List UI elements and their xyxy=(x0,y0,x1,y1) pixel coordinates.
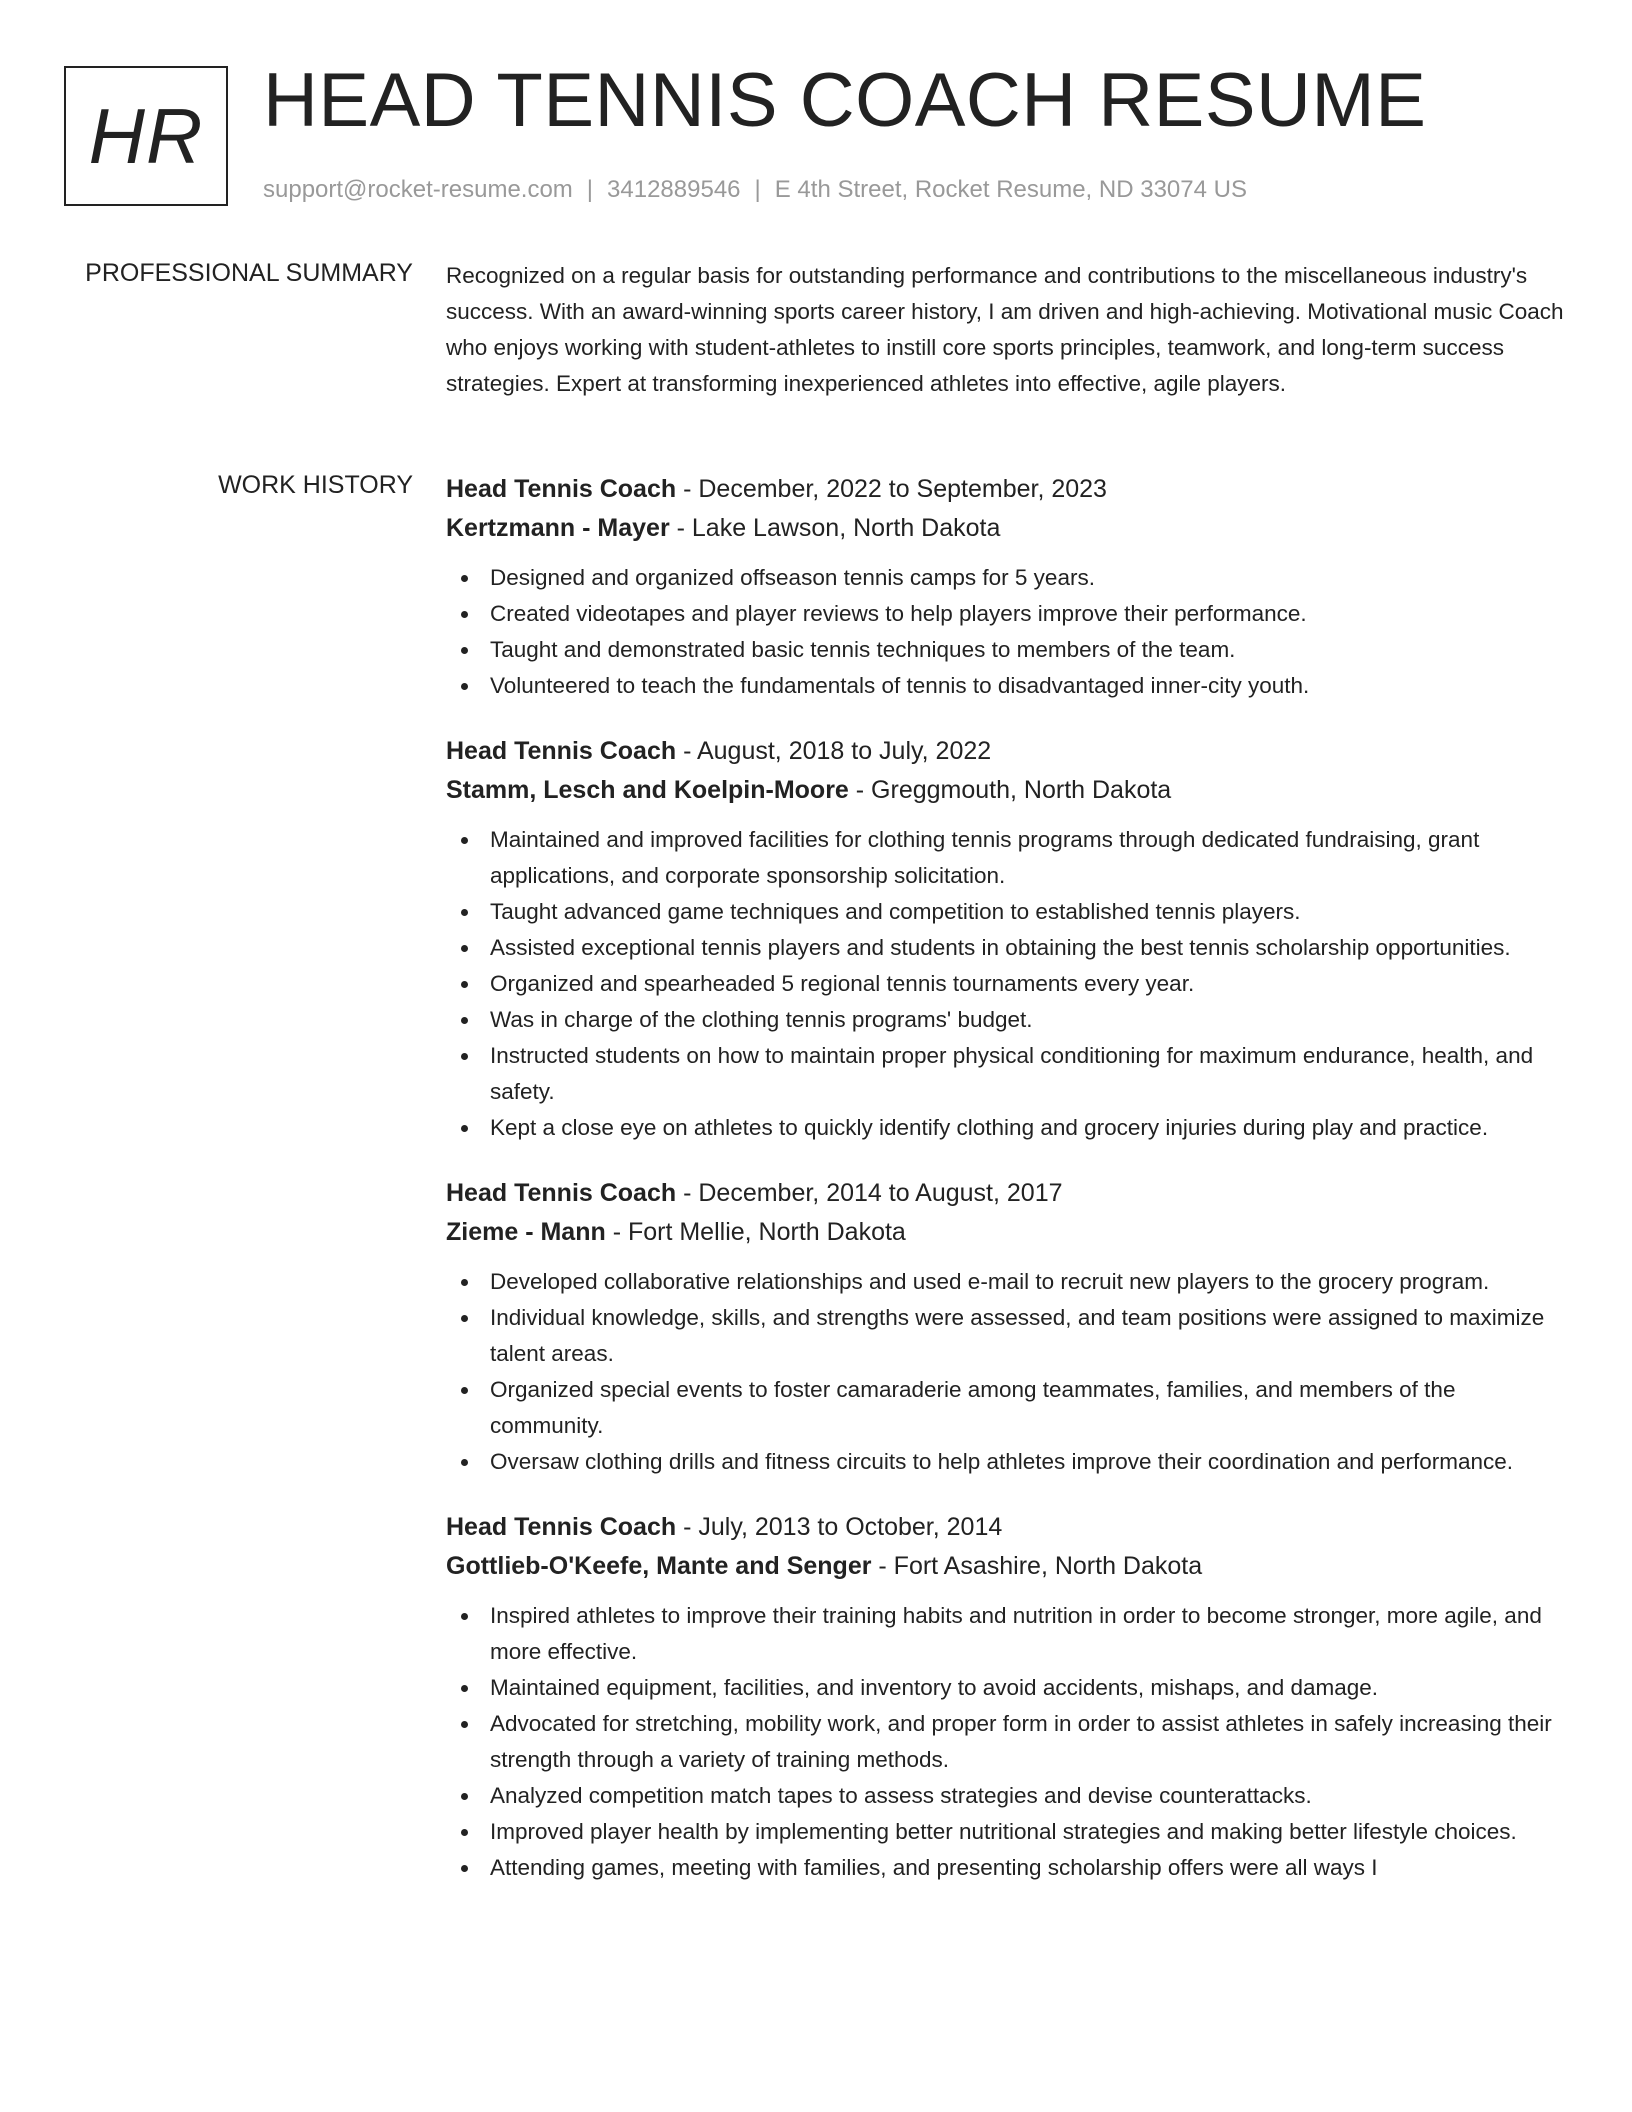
contact-email[interactable]: support@rocket-resume.com xyxy=(263,176,573,203)
job-bullet: Oversaw clothing drills and fitness circuits to help athletes improve their coordination and performance. xyxy=(446,1444,1566,1480)
job-location: - Greggmouth, North Dakota xyxy=(848,776,1172,804)
job-entry xyxy=(446,470,1566,704)
job-location: - Fort Mellie, North Dakota xyxy=(605,1218,906,1246)
resume-title: HEAD TENNIS COACH RESUME xyxy=(263,58,1427,143)
job-title-line xyxy=(446,1174,1566,1213)
job-bullet: Improved player health by implementing better nutritional strategies and making better lifestyle choices. xyxy=(446,1814,1566,1850)
job-bullet: Assisted exceptional tennis players and students in obtaining the best tennis scholarship opportunities. xyxy=(446,930,1566,966)
job-company-line xyxy=(446,509,1566,548)
job-bullet: Created videotapes and player reviews to help players improve their performance. xyxy=(446,596,1566,632)
job-bullet: Volunteered to teach the fundamentals of tennis to disadvantaged inner-city youth. xyxy=(446,668,1566,704)
job-bullet: Advocated for stretching, mobility work, and proper form in order to assist athletes in safely increasing their strength through a variety of training methods. xyxy=(446,1706,1566,1778)
job-bullet: Individual knowledge, skills, and strengths were assessed, and team positions were assigned to maximize talent areas. xyxy=(446,1300,1566,1372)
work-history-section-label: WORK HISTORY xyxy=(218,471,413,499)
job-bullet: Maintained equipment, facilities, and inventory to avoid accidents, mishaps, and damage. xyxy=(446,1670,1566,1706)
job-bullet: Designed and organized offseason tennis camps for 5 years. xyxy=(446,560,1566,596)
job-dates: - July, 2013 to October, 2014 xyxy=(676,1513,1003,1541)
job-title: Head Tennis Coach xyxy=(446,475,677,503)
job-title: Head Tennis Coach xyxy=(446,1513,677,1541)
job-company: Kertzmann - Mayer xyxy=(446,514,670,542)
contact-line xyxy=(263,174,1247,206)
job-dates: - August, 2018 to July, 2022 xyxy=(676,737,992,765)
job-company-line xyxy=(446,771,1566,810)
job-entry xyxy=(446,1174,1566,1480)
job-title: Head Tennis Coach xyxy=(446,737,677,765)
job-bullet: Was in charge of the clothing tennis programs' budget. xyxy=(446,1002,1566,1038)
contact-separator: | xyxy=(754,176,761,203)
job-bullet: Inspired athletes to improve their training habits and nutrition in order to become stronger, more agile, and more effective. xyxy=(446,1598,1566,1670)
job-entry xyxy=(446,1508,1566,1886)
job-dates: - December, 2014 to August, 2017 xyxy=(676,1179,1063,1207)
job-bullet: Organized special events to foster camaraderie among teammates, families, and members of the community. xyxy=(446,1372,1566,1444)
contact-phone[interactable]: 3412889546 xyxy=(607,176,741,203)
summary-section-label: PROFESSIONAL SUMMARY xyxy=(85,259,413,287)
job-location: - Fort Asashire, North Dakota xyxy=(871,1552,1203,1580)
monogram-box xyxy=(64,66,228,206)
job-title-line xyxy=(446,470,1566,509)
job-bullet: Taught and demonstrated basic tennis techniques to members of the team. xyxy=(446,632,1566,668)
work-history-list xyxy=(446,470,1566,1914)
job-bullets xyxy=(446,1598,1566,1886)
job-bullet: Developed collaborative relationships and used e-mail to recruit new players to the grocery program. xyxy=(446,1264,1566,1300)
monogram-initials: HR xyxy=(88,91,204,180)
job-dates: - December, 2022 to September, 2023 xyxy=(676,475,1107,503)
job-company: Gottlieb-O'Keefe, Mante and Senger xyxy=(446,1552,872,1580)
job-title: Head Tennis Coach xyxy=(446,1179,677,1207)
job-bullet: Kept a close eye on athletes to quickly identify clothing and grocery injuries during play and practice. xyxy=(446,1110,1566,1146)
job-location: - Lake Lawson, North Dakota xyxy=(669,514,1001,542)
job-company-line xyxy=(446,1547,1566,1586)
job-company-line xyxy=(446,1213,1566,1252)
job-bullet: Analyzed competition match tapes to assess strategies and devise counterattacks. xyxy=(446,1778,1566,1814)
job-bullet: Attending games, meeting with families, and presenting scholarship offers were all ways I xyxy=(446,1850,1566,1886)
job-bullets xyxy=(446,1264,1566,1480)
job-title-line xyxy=(446,732,1566,771)
job-title-line xyxy=(446,1508,1566,1547)
job-entry xyxy=(446,732,1566,1146)
job-bullet: Instructed students on how to maintain proper physical conditioning for maximum endurance, health, and safety. xyxy=(446,1038,1566,1110)
job-bullet: Organized and spearheaded 5 regional tennis tournaments every year. xyxy=(446,966,1566,1002)
job-bullet: Taught advanced game techniques and competition to established tennis players. xyxy=(446,894,1566,930)
contact-separator: | xyxy=(586,176,594,203)
job-bullets xyxy=(446,822,1566,1146)
job-bullet: Maintained and improved facilities for clothing tennis programs through dedicated fundraising, grant applications, and corporate sponsorship solicitation. xyxy=(446,822,1566,894)
summary-text: Recognized on a regular basis for outstanding performance and contributions to the miscellaneous industry's success. With an award-winning sports career history, I am driven and high-achieving. Motivational music Coach who enjoys working with student-athletes to instill core sports principles, teamwork, and long-term success strategies. Expert at transforming inexperienced athletes into effective, agile players. xyxy=(446,263,1564,396)
job-company: Zieme - Mann xyxy=(446,1218,606,1246)
job-bullets xyxy=(446,560,1566,704)
contact-address: E 4th Street, Rocket Resume, ND 33074 US xyxy=(774,176,1247,203)
job-company: Stamm, Lesch and Koelpin-Moore xyxy=(446,776,849,804)
